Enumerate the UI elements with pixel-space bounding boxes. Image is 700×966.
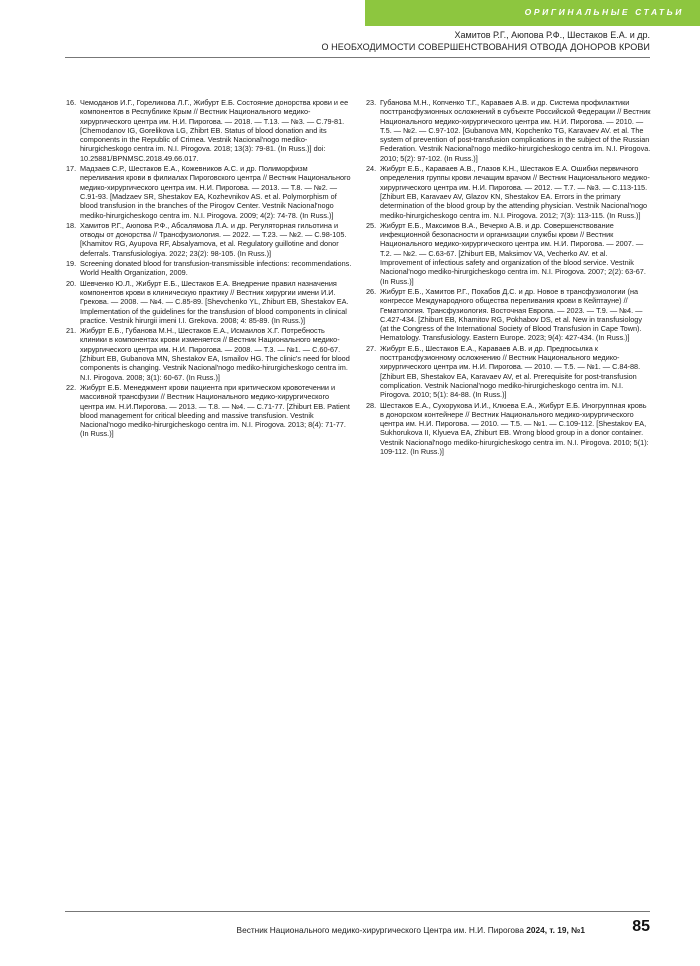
- running-header-authors: Хамитов Р.Г., Аюпова Р.Ф., Шестаков Е.А. и др.: [454, 30, 650, 40]
- reference-item: [66, 98, 352, 163]
- reference-number: 23.: [366, 98, 377, 107]
- reference-item: [66, 279, 352, 325]
- journal-issue: 2024, т. 19, №1: [526, 925, 585, 935]
- reference-number: 21.: [66, 326, 77, 336]
- reference-text: Жибурт Е.Б., Максимов В.А., Вечерко А.В. и др. Совершенствование инфекционной безопасности и организации службы крови // Вестник Национального медико-хирургического центра им. Н.И. Пирогова. — 2007. — Т.2. — №2. — С.63-67. [Zhiburt EB, Maksimov VA, Vecherko AV. et al. Improvement of infectious safety and organization of the blood service. Vestnik Nacional'nogo mediko-hirurgicheskogo centra im. N.I. Pirogova. 2007; 2(2): 63-67. (In Russ.)]: [380, 220, 646, 286]
- reference-item: [366, 287, 652, 343]
- header-divider: [65, 57, 650, 58]
- reference-number: 28.: [366, 400, 377, 410]
- running-header-title: О НЕОБХОДИМОСТИ СОВЕРШЕНСТВОВАНИЯ ОТВОДА ДОНОРОВ КРОВИ: [321, 42, 650, 52]
- reference-item: [66, 383, 352, 439]
- reference-number: 20.: [66, 278, 77, 288]
- reference-number: 24.: [366, 164, 377, 174]
- reference-item: [66, 326, 352, 382]
- footer-divider: [65, 911, 650, 912]
- reference-number: 18.: [66, 220, 77, 230]
- reference-number: 26.: [366, 286, 377, 296]
- reference-text: Жибурт Е.Б., Губанова М.Н., Шестаков Е.А., Исмаилов Х.Г. Потребность клиники в компонентах крови изменяется // Вестник Национального медико-хирургического центра им. Н.И. Пирогова. — 2008. — Т.3. — №1. — С.60-67. [Zhiburt EB, Gubanova MN, Shestakov EA, Ismailov HG. The clinic's need for blood components is changing. Vestnik Nacional'nogo mediko-hirurgicheskogo centra im. N.I. Pirogova. 2008; 3(1): 60-67. (In Russ.)]: [80, 326, 350, 382]
- reference-number: 25.: [366, 220, 377, 230]
- reference-item: [366, 401, 652, 457]
- reference-text: Жибурт Е.Б., Шестаков Е.А., Караваев А.В. и др. Предпосылка к посттрансфузионному осложнению // Вестник Национального медико-хирургического центра им. Н.И. Пирогова. — 2010. — Т.5. — №1. — С.84-88. [Zhiburt EB, Shestakov EA, Karavaev AV, et al. Prerequisite for post-transfusion complication. Vestnik Nacional'nogo mediko-hirurgicheskogo centra im. N.I. Pirogova. 2010; 5(1): 84-88. (In Russ.)]: [380, 343, 641, 400]
- reference-text: Жибурт Е.Б., Караваев А.В., Глазов К.Н., Шестаков Е.А. Ошибки первичного определения группы крови лечащим врачом // Вестник Национального медико-хирургического центра им. Н.И. Пирогова. — 2012. — Т.7. — №3. — С.113-115. [Zhiburt EB, Karavaev AV, Glazov KN, Shestakov EA. Errors in the primary determination of the blood group by the attending physician. Vestnik Nacional'nogo mediko-hirurgicheskogo centra im. N.I. Pirogova. 2012; 7(3): 113-115. (In Russ.)]: [380, 164, 650, 220]
- reference-item: [366, 344, 652, 400]
- reference-text: Screening donated blood for transfusion-transmissible infections: recommendations. World Health Organization, 2009.: [80, 259, 352, 278]
- reference-text: Жибурт Е.Б., Хамитов Р.Г., Похабов Д.С. и др. Новое в трансфузиологии (на конгрессе Международного общества переливания крови в Кейптауне) // Гематология. Трансфузиология. Восточная Европа. — 2023. — Т.9. — №4. — С.427-434. [Zhiburt EB, Khamitov RG, Pokhabov DS, et al. New in transfusiology (at the Congress of the International Society of Blood Transfusion in Cape Town). Hematology. Transfusiology. Eastern Europe. 2023; 9(4): 427-434. (In Russ.)]: [380, 286, 643, 343]
- reference-item: [366, 98, 652, 163]
- page-number: 85: [632, 918, 650, 935]
- reference-item: [366, 221, 652, 286]
- reference-text: Губанова М.Н., Копченко Т.Г., Караваев А.В. и др. Система профилактики посттрансфузионных осложнений в субъекте Российской Федерации // Вестник Национального медико-хирургического центра им. Н.И. Пирогова. — 2010. — Т.5. — №2. — С.97-102. [Gubanova MN, Kopchenko TG, Karavaev AV. et al. The system of prevention of post-transfusion complications in the subject of the Russian Federation. Vestnik Nacional'nogo mediko-hirurgicheskogo centra im. N.I. Pirogova. 2010; 5(2): 97-102. (In Russ.)]: [380, 98, 651, 163]
- section-banner: [365, 0, 700, 26]
- reference-number: 22.: [66, 382, 77, 392]
- reference-number: 27.: [366, 343, 377, 353]
- reference-text: Шевченко Ю.Л., Жибурт Е.Б., Шестаков Е.А. Внедрение правил назначения компонентов крови в клиническую практику // Вестник хирургии имени И.И. Грекова. — 2008. — №4. — С.85-89. [Shevchenko YL, Zhiburt EB, Shestakov EA. Implementation of the guidelines for the transfusion of blood components in clinical practice. Vestnik hirurgii imeni I.I. Grekova. 2008; 4: 85-89. (In Russ.)]: [80, 278, 349, 325]
- references-column-right: [366, 98, 652, 457]
- section-label: ОРИГИНАЛЬНЫЕ СТАТЬИ: [524, 7, 684, 17]
- references-column-left: [66, 98, 352, 440]
- reference-number: 17.: [66, 164, 77, 174]
- reference-number: 16.: [66, 98, 77, 107]
- journal-name: Вестник Национального медико-хирургического Центра им. Н.И. Пирогова: [236, 925, 524, 935]
- reference-number: 19.: [66, 259, 77, 269]
- reference-text: Шестаков Е.А., Сухорукова И.И., Клюева Е.А., Жибурт Е.Б. Иногруппная кровь в донорском контейнере // Вестник Национального медико-хирургического центра им. Н.И. Пирогова. — 2010. — Т.5. — №1. — С.109-112. [Shestakov EA, Sukhorukova II, Klyueva EA, Zhiburt EB. Wrong blood group in a donor container. Vestnik Nacional'nogo mediko-hirurgicheskogo centra im. N.I. Pirogova. 2010; 5(1): 109-112. (In Russ.)]: [380, 400, 649, 456]
- reference-item: [66, 164, 352, 220]
- reference-text: Чемоданов И.Г., Гореликова Л.Г., Жибурт Е.Б. Состояние донорства крови и ее компонентов в Республике Крым // Вестник Национального медико-хирургического центра им. Н.И. Пирогова. — 2018. — Т.13. — №3. — С.79-81. [Chemodanov IG, Gorelikova LG, Zhibrt EB. Status of blood donation and its components in the Republic of Crimea. Vestnik Nacional'nogo mediko-hirurgicheskogo centra im. N.I. Pirogova. 2018; 13(3): 79-81. (In Russ.)] doi: 10.25881/BPNMSC.2018.49.66.017.: [80, 98, 349, 163]
- reference-text: Хамитов Р.Г., Аюпова Р.Ф., Абсалямова Л.А. и др. Регуляторная гильотина и отводы от донорства // Трансфузиология. — 2022. — Т.23. — №2. — С.98-105. [Khamitov RG, Ayupova RF, Absalyamova, et al. Regulatory guillotine and donor deferrals. Transfusiologiya. 2022; 23(2): 98-105. (In Russ.)]: [80, 220, 347, 258]
- reference-text: Мадзаев С.Р., Шестаков Е.А., Кожевников А.С. и др. Полиморфизм переливания крови в филиалах Пироговского центра // Вестник Национального медико-хирургического центра им. Н.И. Пирогова. — 2013. — Т.8. — №2. — С.91-93. [Madzaev SR, Shestakov EA, Kozhevnikov AS. et al. Polymorphism of blood transfusion in the branches of the Pirogov Center. Vestnik Nacional'nogo mediko-hirurgicheskogo centra im. N.I. Pirogova. 2009; 4(2): 74-78. (In Russ.)]: [80, 164, 351, 220]
- reference-item: [66, 259, 352, 278]
- footer-journal: [237, 925, 585, 935]
- reference-item: [366, 164, 652, 220]
- reference-text: Жибурт Е.Б. Менеджмент крови пациента при критическом кровотечении и массивной трансфузии // Вестник Национального медико-хирургического центра им. Н.И.Пирогова. — 2013. — Т.8. — №4. — С.71-77. [Zhiburt EB. Patient blood management for critical bleeding and massive transfusion. Vestnik Nacional'nogo mediko-hirurgicheskogo centra im. N.I. Pirogova. 2013; 8(4): 71-77. (In Russ.)]: [80, 382, 350, 439]
- reference-item: [66, 221, 352, 258]
